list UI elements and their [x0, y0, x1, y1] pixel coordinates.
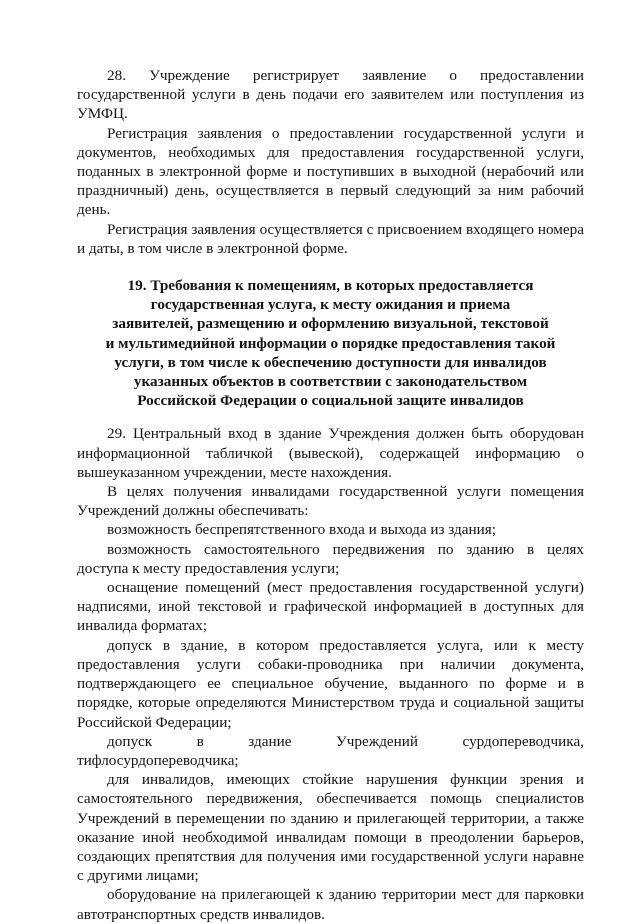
paragraph-registration-electronic: Регистрация заявления о предоставлении государственной услуги и документов, необходимых для предоставления государственной услуги, поданных в электронной форме и поступивших в выходной (нерабочий или праздничный) день, осуществляется в первый следующий за ним рабочий день. — [77, 124, 584, 219]
paragraph-29: 29. Центральный вход в здание Учреждения должен быть оборудован информационной табличкой (вывеской), содержащей информацию о вышеуказанном учреждении, месте нахождения. — [77, 425, 584, 481]
heading-line: и мультимедийной информации о порядке предоставления такой — [105, 334, 556, 352]
heading-line: указанных объектов в соответствии с законодательством — [133, 373, 528, 391]
list-item-guide-dog: допуск в здание, в котором предоставляется услуга, или к месту предоставления услуги собаки-проводника при наличии документа, подтверждающего ее специальное обучение, выданного по форме и в порядке, которые определяются Министерством труда и социальной защиты Российской Федерации; — [77, 636, 584, 731]
heading-line: государственная услуга, к месту ожидания и приема — [150, 296, 511, 314]
section-19-body — [77, 424, 584, 923]
list-item-interpreter: допуск в здание Учреждений сурдопереводчика, тифлосурдопереводчика; — [77, 732, 584, 769]
list-item-entry-exit: возможность беспрепятственного входа и выхода из здания; — [107, 521, 496, 539]
list-item-parking: оборудование на прилегающей к зданию территории мест для парковки автотранспортных средств инвалидов. — [77, 886, 584, 923]
heading-line: Российской Федерации о социальной защите инвалидов — [137, 392, 524, 410]
heading-line: заявителей, размещению и оформлению визуальной, текстовой — [112, 315, 549, 333]
paragraph-28: 28. Учреждение регистрирует заявление о предоставлении государственной услуги в день подачи его заявителем или поступления из УМФЦ. — [77, 67, 584, 123]
section-18-body — [77, 66, 584, 258]
section-19-heading — [85, 276, 576, 410]
list-item-assistance: для инвалидов, имеющих стойкие нарушения функции зрения и самостоятельного передвижения, обеспечивается помощь специалистов Учреждений в перемещении по зданию и прилегающей территории, а также оказание иной необходимой инвалидам помощи в преодолении барьеров, создающих препятствия для получения ими государственной услуги наравне с другими лицами; — [77, 771, 584, 885]
heading-line: услуги, в том числе к обеспечению доступности для инвалидов — [114, 353, 547, 371]
paragraph-registration-number: Регистрация заявления осуществляется с присвоением входящего номера и даты, в том числе в электронной форме. — [77, 220, 584, 257]
paragraph-accessibility-intro: В целях получения инвалидами государственной услуги помещения Учреждений должны обеспечивать: — [77, 483, 584, 520]
list-item-movement: возможность самостоятельного передвижения по зданию в целях доступа к месту предоставления услуги; — [77, 540, 584, 577]
document-page — [77, 66, 584, 924]
list-item-signage: оснащение помещений (мест предоставления государственной услуги) надписями, иной текстовой и графической информацией в доступных для инвалида форматах; — [77, 579, 584, 635]
heading-line: 19. Требования к помещениям, в которых предоставляется — [127, 277, 534, 295]
